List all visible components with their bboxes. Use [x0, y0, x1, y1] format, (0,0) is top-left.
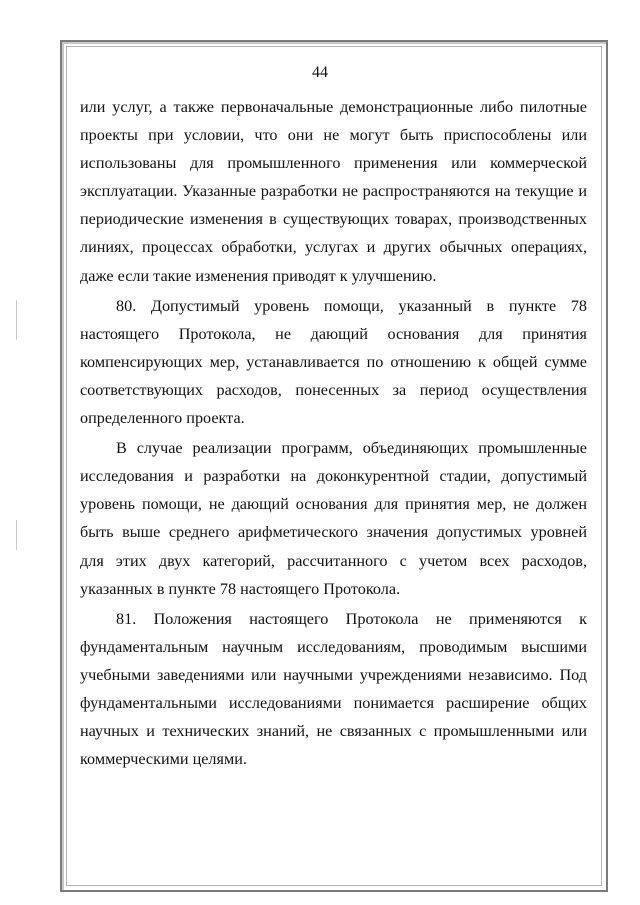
paragraph-80: 80. Допустимый уровень помощи, указанный в пункте 78 настоящего Протокола, не дающий основания для принятия компенсирующих мер, устанавливается по отношению к общей сумме соответствующих расходов, понесенных за период осуществления определенного проекта. — [80, 296, 587, 428]
paragraph-81: 81. Положения настоящего Протокола не применяются к фундаментальным научным исследованиям, проводимым высшими учебными заведениями или научными учреждениями независимо. Под фундаментальными исследованиями понимается расширение общих научных и технических знаний, не связанных с промышленными или коммерческими целями. — [80, 609, 587, 769]
scan-margin-mark — [16, 520, 17, 550]
scan-margin-mark — [16, 300, 17, 340]
page-number: 44 — [312, 64, 328, 81]
paragraph-programs: В случае реализации программ, объединяющих промышленные исследования и разработки на доконкурентной стадии, допустимый уровень помощи, не дающий основания для принятия мер, не должен быть выше среднего арифметического значения допустимых уровней для этих двух категорий, рассчитанного с учетом всех расходов, указанных в пункте 78 настоящего Протокола. — [80, 439, 587, 598]
paragraph-continuation: или услуг, а также первоначальные демонстрационные либо пилотные проекты при условии, что они не могут быть приспособлены или использованы для промышленного применения или коммерческой эксплуатации. Указанные разработки не распространяются на текущие и периодические изменения в существующих товарах, производственных линиях, процессах обработки, услугах и других обычных операциях, даже если такие изменения приводят к улучшению. — [80, 98, 587, 285]
document-body — [80, 93, 587, 773]
